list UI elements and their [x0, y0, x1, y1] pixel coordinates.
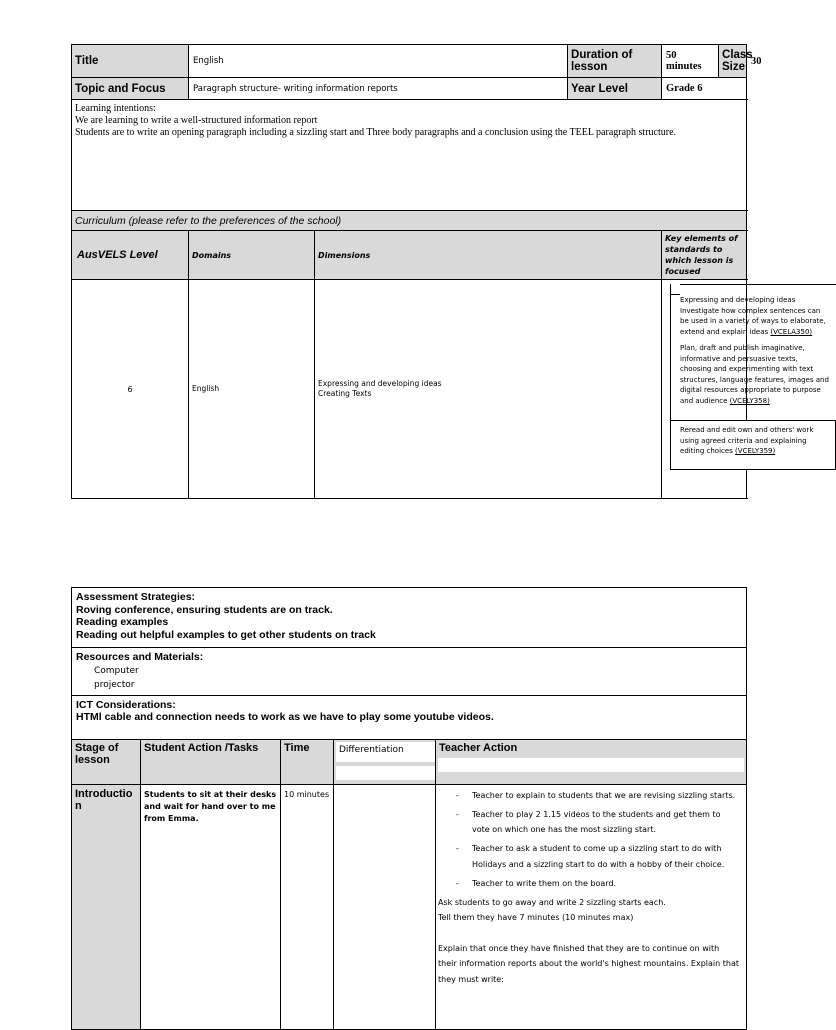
title-label: Title: [72, 45, 189, 78]
teacher-action-item: - Teacher to explain to students that we are revising sizzling starts.: [472, 788, 740, 804]
curriculum-code: (VCELA350): [770, 327, 813, 336]
assessment-line: Reading out helpful examples to get other students on track: [76, 628, 376, 641]
ict-heading: ICT Considerations:: [76, 698, 176, 711]
ausvels-level-value: 6: [72, 280, 189, 499]
key-elements-box-2: [670, 420, 836, 470]
duration-label: Duration of lesson: [568, 45, 662, 78]
topic-label: Topic and Focus: [72, 78, 189, 100]
dimensions-value: [315, 280, 662, 499]
col-student-action: Student Action /Tasks: [141, 739, 281, 784]
learning-intention-line: We are learning to write a well-structured information report: [75, 115, 318, 126]
class-size-label: Class Size: [719, 45, 747, 78]
duration-value: 50 minutes: [662, 45, 719, 78]
teacher-action-item: - Teacher to play 2 1.15 videos to the students and get them to vote on which one has the most sizzling start.: [472, 807, 740, 838]
col-teacher-action: Teacher Action: [436, 739, 747, 784]
col-domains: Domains: [189, 231, 315, 280]
differentiation-intro: [334, 784, 436, 1029]
learning-intentions: [72, 100, 747, 211]
col-key-elements: Key elements of standards to which lesson is focused: [662, 231, 747, 280]
ict-section: [72, 695, 747, 739]
year-label: Year Level: [568, 78, 662, 100]
curriculum-code: (VCELY358): [729, 396, 770, 405]
key-element-item: Reread and edit own and others' work using agreed criteria and explaining editing choices (VCELY359): [680, 426, 814, 455]
resource-item: Computer: [94, 665, 139, 676]
resource-item: projector: [94, 679, 135, 690]
col-stage: Stage of lesson: [72, 739, 141, 784]
teacher-action-item: - Teacher to ask a student to come up a sizzling start to do with Holidays and a sizzling start to do with a hobby of their choice.: [472, 841, 740, 872]
time-intro: 10 minutes: [281, 784, 334, 1029]
teacher-action-spacer: [438, 926, 740, 941]
key-element-item: Expressing and developing ideas Investigate how complex sentences can be used in a variety of ways to elaborate, extend and explain ideas (VCELA350): [680, 296, 826, 336]
student-action-intro: Students to sit at their desks and wait for hand over to me from Emma.: [141, 784, 281, 1029]
resources-heading: Resources and Materials:: [76, 651, 204, 663]
domain-value: English: [189, 280, 315, 499]
assessment-section: [72, 588, 747, 648]
assessment-line: Roving conference, ensuring students are on track.: [76, 603, 333, 616]
curriculum-heading: Curriculum (please refer to the preferences of the school): [72, 211, 747, 231]
teacher-action-item: - Teacher to write them on the board.: [472, 876, 740, 892]
ict-text: HTMl cable and connection needs to work as we have to play some youtube videos.: [76, 711, 494, 723]
lesson-plan-table: [71, 587, 747, 1030]
teacher-action-note: Tell them they have 7 minutes (10 minutes max): [438, 913, 634, 922]
topic-value: Paragraph structure- writing information reports: [189, 78, 568, 100]
col-differentiation: Differentiation: [334, 739, 436, 784]
title-value: English: [189, 45, 568, 78]
key-element-item: Plan, draft and publish imaginative, informative and persuasive texts, choosing and experimenting with text structures, language features, images and digital resources appropriate to purpose and audience (VCELY358): [680, 344, 829, 405]
dimension-line: Creating Texts: [318, 389, 372, 398]
learning-intentions-heading: Learning intentions:: [75, 103, 156, 114]
learning-intention-line: Students are to write an opening paragraph including a sizzling start and Three body paragraphs and a conclusion using the TEEL paragraph structure.: [75, 127, 677, 138]
stage-introduction: Introduction: [72, 784, 141, 1029]
resources-section: [72, 648, 747, 696]
key-elements-cell: [662, 280, 829, 499]
teacher-action-intro: [436, 784, 747, 1029]
col-ausvels-level: AusVELS Level: [72, 231, 189, 280]
col-time: Time: [281, 739, 334, 784]
curriculum-code: (VCELY359): [735, 447, 776, 455]
dimension-line: Expressing and developing ideas: [318, 379, 442, 388]
lesson-overview-table: Title English Duration of lesson 50 minutes Class Size 30 Topic and Focus Paragraph structure- writing information reports Year Level Grade 6 Learning intentions: We are learning to write a well-structured information report Students are to write an opening paragraph including a sizzling start and Three body paragraphs and a conclusion using the TEEL paragraph structure. Curriculum (please refer to the preferences of the school) AusVELS Level Domains Dimensions Key elements of standards to which lesson is focused 6 English Expressing and developing ideas Creating Texts Expressing and developing ideas Investigate how complex sentences can be used in a variety of ways to elaborate, extend and explain ideas (VCELA350) Plan, draft and publish imaginative, informative and persuasive texts, choosing and experimenting with text structures, language features, images and digital resources appropriate to purpose and audience (VCELY358) Reread and edit own and others' work using agreed criteria and explaining editing choices (VCELY359): [71, 44, 747, 499]
assessment-heading: Assessment Strategies:: [76, 591, 196, 603]
teacher-action-list: [438, 788, 740, 892]
assessment-line: Reading examples: [76, 616, 169, 628]
teacher-action-note: Explain that once they have finished that they are to continue on with their information reports about the world's highest mountains. Explain that they must write:: [438, 943, 739, 984]
col-dimensions: Dimensions: [315, 231, 662, 280]
year-value: Grade 6: [662, 78, 747, 100]
teacher-action-note: Ask students to go away and write 2 sizzling starts each.: [438, 897, 666, 907]
